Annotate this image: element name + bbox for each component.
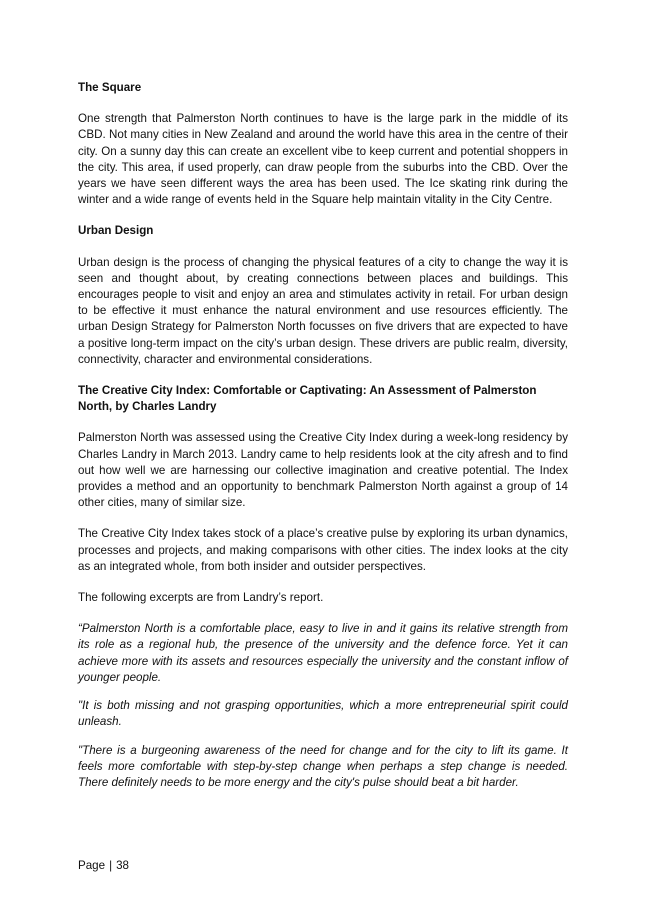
- section-heading: Urban Design: [78, 224, 154, 238]
- page-footer: [78, 858, 129, 874]
- section-heading: The Square: [78, 81, 142, 94]
- page-separator: |: [109, 859, 113, 872]
- body-paragraph: The following excerpts are from Landry’s report.: [78, 591, 324, 605]
- body-paragraph: Urban design is the process of changing the physical features of a city to change the way it is seen and thought about, by creating connections between places and buildings. This encourages people to visit and enjoy an area and stimulates activity in retail. For urban design to be effective it must enhance the natural environment and use resources efficiently. The urban Design Strategy for Palmerston North focusses on five drivers that are expected to have a positive long-term impact on the city’s urban design. These drivers are public realm, diversity, connectivity, character and environmental considerations.: [78, 255, 568, 366]
- page-label: Page: [78, 859, 106, 872]
- document-page: [78, 80, 568, 803]
- section-the-square: [78, 80, 568, 208]
- body-paragraph: One strength that Palmerston North continues to have is the large park in the middle of its CBD. Not many cities in New Zealand and around the world have this area in the centre of their city. On a sunny day this can create an excellent vibe to keep current and potential shoppers in the city. This area, if used properly, can draw people from the suburbs into the CBD. Over the years we have seen different ways the area has been used. The Ice skating rink during the winter and a wide range of events held in the Square help maintain vitality in the City Centre.: [78, 112, 568, 207]
- body-paragraph: The Creative City Index takes stock of a place’s creative pulse by exploring its urban dynamics, processes and projects, and making comparisons with other cities. The index looks at the city as an integrated whole, from both insider and outsider perspectives.: [78, 527, 568, 573]
- page-number: 38: [116, 859, 129, 872]
- report-quote: "There is a burgeoning awareness of the need for change and for the city to lift its game. It feels more comfortable with step-by-step change when perhaps a step change is needed. There definitely needs to be more energy and the city's pulse should beat a bit harder.: [78, 743, 568, 789]
- section-heading: The Creative City Index: Comfortable or Captivating: An Assessment of Palmerston North, by Charles Landry: [78, 384, 537, 414]
- body-paragraph: Palmerston North was assessed using the Creative City Index during a week-long residency by Charles Landry in March 2013. Landry came to help residents look at the city afresh and to find out how well we are harnessing our collective imagination and creative potential. The Index provides a method and an opportunity to benchmark Palmerston North against a group of 14 other cities, many of similar size.: [78, 431, 568, 510]
- report-quote: "It is both missing and not grasping opportunities, which a more entrepreneurial spirit could unleash.: [78, 699, 568, 729]
- report-quote: “Palmerston North is a comfortable place, easy to live in and it gains its relative strength from its role as a regional hub, the presence of the university and the defence force. Yet it can achieve more with its assets and resources especially the university and the constant inflow of younger people.: [78, 622, 568, 684]
- section-urban-design: [78, 223, 568, 368]
- section-creative-city-index: [78, 383, 568, 791]
